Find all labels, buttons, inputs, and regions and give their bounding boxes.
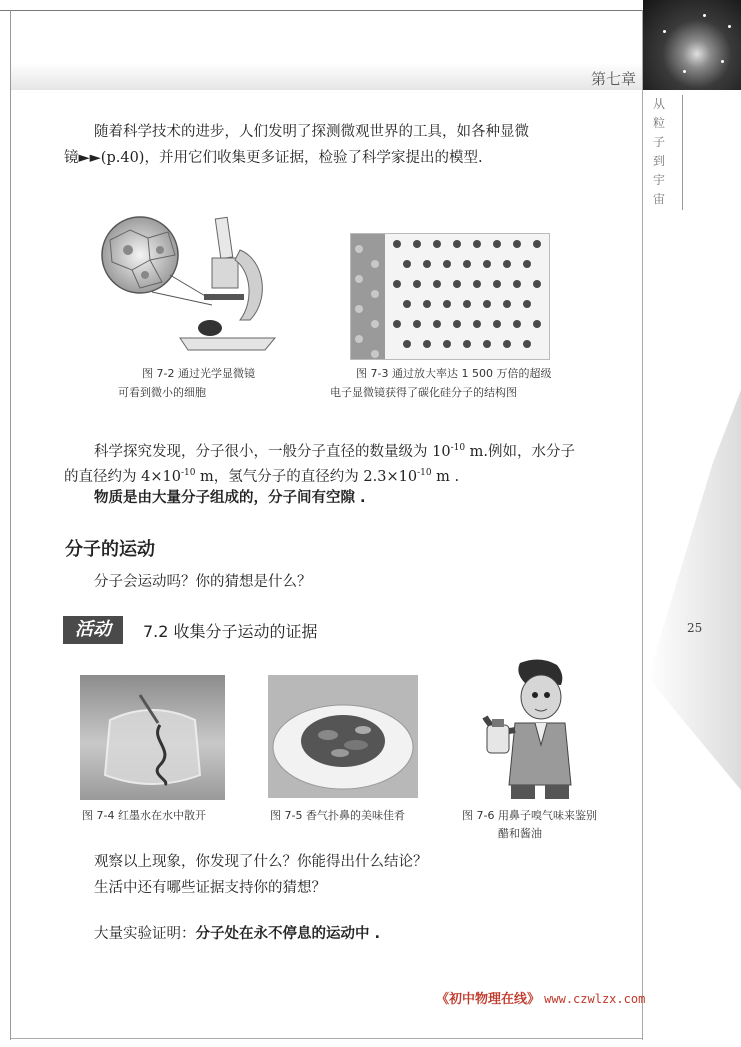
microscope-illustration: [100, 210, 300, 355]
observe-line-2: 生活中还有哪些证据支持你的猜想？: [94, 880, 326, 896]
section-question: 分子会运动吗？你的猜想是什么？: [94, 574, 312, 590]
top-border: [0, 10, 643, 11]
intro-line-1: 随着科学技术的进步，人们发明了探测微观世界的工具，如各种显微: [94, 124, 529, 140]
final-conclusion: 大量实验证明：分子处在永不停息的运动中 .: [94, 926, 381, 942]
dish-photo: [268, 675, 418, 798]
galaxy-photo: [643, 0, 741, 90]
figure-7-6-caption-line-1: 图 7-6 用鼻子嗅气味来鉴别: [462, 809, 597, 822]
silicon-carbide-structure-image: [350, 233, 550, 360]
footer-watermark: 《初中物理在线》 www.czwlzx.com: [436, 992, 646, 1007]
boy-smelling-illustration: [475, 655, 595, 800]
figure-7-2-caption-line-1: 图 7-2 通过光学显微镜: [142, 367, 255, 380]
section-heading: 分子的运动: [65, 539, 155, 560]
bottom-border: [10, 1038, 643, 1039]
figure-7-4-caption: 图 7-4 红墨水在水中散开: [82, 809, 206, 822]
side-chapter-title: 从 粒 子 到 宇 宙: [652, 97, 665, 206]
side-divider: [682, 95, 683, 210]
figure-7-5-caption: 图 7-5 香气扑鼻的美味佳肴: [270, 809, 405, 822]
figure-7-6-caption-line-2: 醋和酱油: [498, 827, 542, 840]
page-number: 25: [687, 621, 703, 635]
figure-7-3-caption-line-1: 图 7-3 通过放大率达 1 500 万倍的超级: [356, 367, 552, 380]
left-border: [10, 10, 11, 1040]
chapter-label: 第七章: [591, 70, 637, 88]
side-decoration: [648, 390, 741, 790]
figure-7-3-caption-line-2: 电子显微镜获得了碳化硅分子的结构图: [330, 386, 517, 399]
header-band: [11, 62, 642, 90]
activity-badge: 活动: [63, 616, 123, 644]
science-line-2: 的直径约为 $4\times 10^{-10}$ m，氢气分子的直径约为 $2.3\times 10^{-10}$ m .: [64, 468, 460, 485]
intro-line-2: 镜►►(p.40)，并用它们收集更多证据，检验了科学家提出的模型.: [64, 150, 483, 166]
science-conclusion: 物质是由大量分子组成的，分子间有空隙 .: [94, 490, 366, 506]
activity-title: 7.2 收集分子运动的证据: [143, 622, 318, 641]
ink-in-water-photo: [80, 675, 225, 800]
figure-7-2-caption-line-2: 可看到微小的细胞: [118, 386, 206, 399]
right-border: [642, 10, 643, 1040]
observe-line-1: 观察以上现象，你发现了什么？你能得出什么结论？: [94, 854, 428, 870]
science-line-1: 科学探究发现，分子很小，一般分子直径的数量级为 $10^{-10}$ m.例如，水分子: [94, 443, 576, 460]
